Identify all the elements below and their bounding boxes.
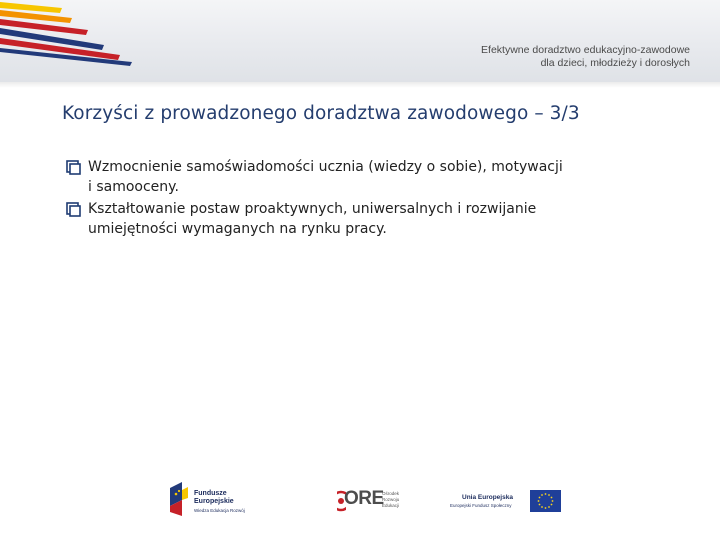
unia-europejska-logo	[446, 478, 566, 524]
bullet-list	[66, 157, 666, 241]
bullet-line-1: Wzmocnienie samoświadomości ucznia (wiedzy o sobie), motywacji	[88, 159, 563, 175]
footer-logos	[0, 478, 720, 528]
tagline-line-1: Efektywne doradztwo edukacyjno-zawodowe	[481, 44, 690, 56]
ore-logo	[330, 478, 410, 524]
header-tagline	[481, 44, 690, 69]
decorative-stripes	[0, 0, 160, 70]
ore-line-3: Edukacji	[382, 503, 400, 508]
slide-title: Korzyści z prowadzonego doradztwa zawodowego – 3/3	[62, 103, 580, 124]
checkbox-bullet-icon	[66, 160, 81, 175]
checkbox-bullet-icon	[66, 202, 81, 217]
ore-line-1: Ośrodek	[382, 491, 400, 496]
fe-line-2: Europejskie	[194, 498, 234, 505]
bullet-line-2: umiejętności wymaganych na rynku pracy.	[88, 221, 387, 237]
tagline-line-2: dla dzieci, młodzieży i dorosłych	[540, 56, 690, 69]
bullet-line-1: Kształtowanie postaw proaktywnych, uniwersalnych i rozwijanie	[88, 201, 537, 217]
ore-mark: ORE	[344, 488, 384, 509]
eu-line-1: Unia Europejska	[462, 494, 513, 501]
bullet-line-2: i samooceny.	[88, 179, 179, 195]
ore-line-2: Rozwoju	[382, 497, 400, 502]
header-band	[0, 0, 720, 82]
eu-flag-icon	[530, 490, 561, 512]
fe-emblem-icon	[168, 482, 190, 516]
fe-line-3: Wiedza Edukacja Rozwój	[194, 508, 245, 513]
fundusze-europejskie-logo	[168, 478, 268, 524]
list-item	[66, 157, 666, 197]
list-item	[66, 199, 666, 239]
eu-line-2: Europejski Fundusz Społeczny	[450, 503, 512, 508]
fe-line-1: Fundusze	[194, 490, 227, 497]
